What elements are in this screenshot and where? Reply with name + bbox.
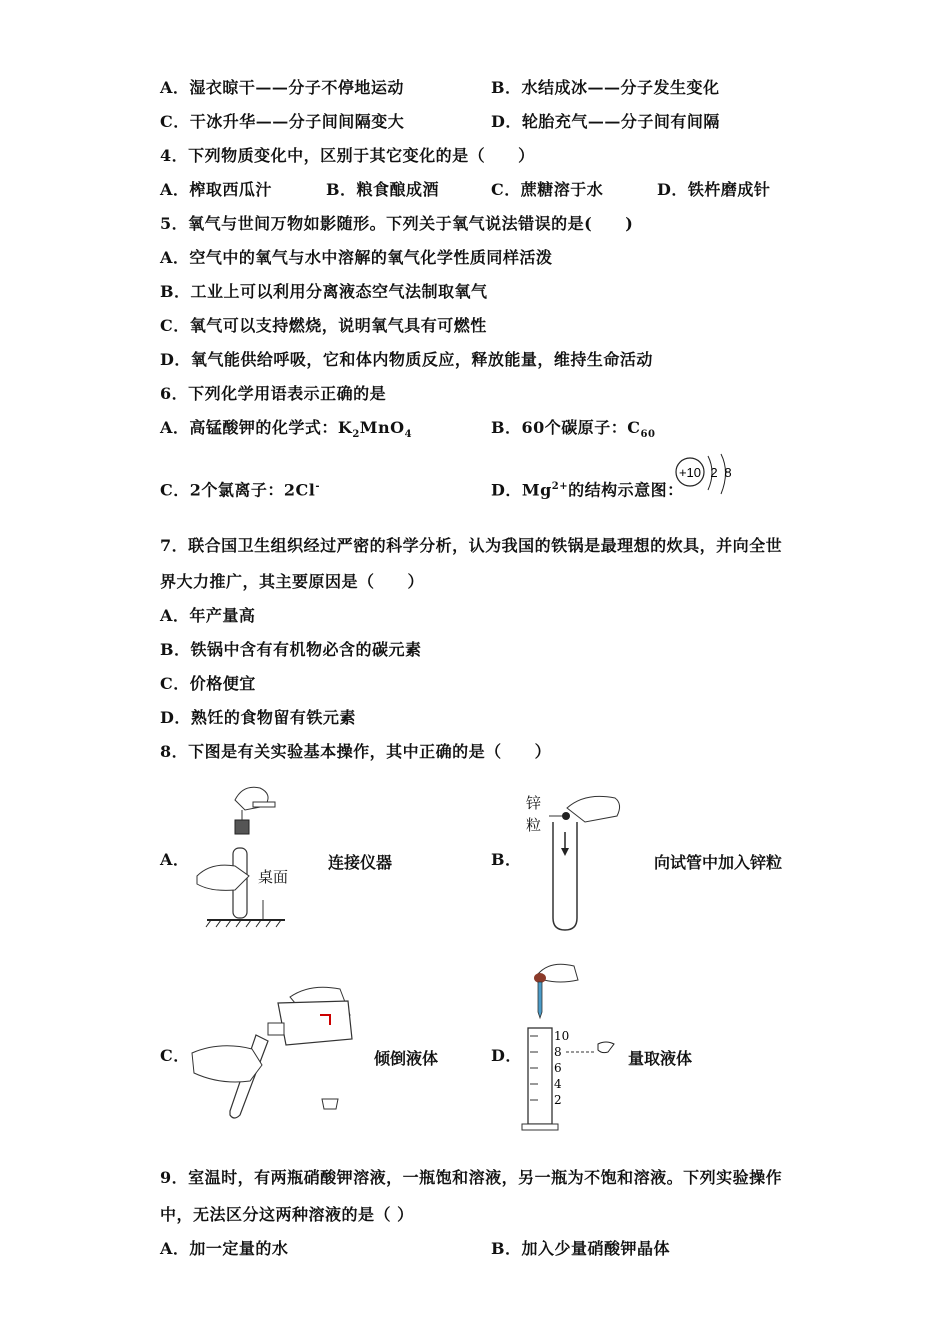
q6-a-text: A．高锰酸钾的化学式：K bbox=[160, 418, 353, 437]
desk-hatching bbox=[206, 920, 281, 927]
tick-label-10: 10 bbox=[554, 1029, 570, 1043]
q8-option-d-caption: 量取液体 bbox=[628, 1049, 693, 1068]
lower-hand-icon bbox=[192, 1046, 262, 1082]
shell1-electrons: 2 bbox=[710, 465, 718, 480]
tick-label-8: 8 bbox=[554, 1045, 562, 1059]
q7-option-c: C．价格便宜 bbox=[160, 674, 256, 693]
q5-option-b: B．工业上可以利用分离液态空气法制取氧气 bbox=[160, 282, 488, 301]
figure-measure-liquid bbox=[520, 960, 620, 1135]
q8-option-b-caption: 向试管中加入锌粒 bbox=[654, 853, 783, 872]
tick-label-2: 2 bbox=[554, 1093, 562, 1107]
q4-option-c: C．蔗糖溶于水 bbox=[491, 180, 604, 199]
q8-option-c-label: C． bbox=[160, 1046, 190, 1065]
bottle-mouth bbox=[268, 1023, 284, 1035]
tick-label-4: 4 bbox=[554, 1077, 562, 1091]
q6-b-text: B．60个碳原子：C bbox=[491, 418, 641, 437]
q8-option-c-caption: 倾倒液体 bbox=[374, 1049, 439, 1068]
glass-tube bbox=[253, 802, 275, 807]
q6-d-post: 的结构示意图： bbox=[568, 480, 684, 500]
desk-label: 桌面 bbox=[258, 868, 289, 886]
q5-option-c: C．氧气可以支持燃烧，说明氧气具有可燃性 bbox=[160, 316, 487, 335]
q8-option-d-label: D． bbox=[491, 1046, 522, 1065]
q6-d-sup: 2+ bbox=[551, 481, 569, 492]
dropper-bulb bbox=[534, 973, 546, 983]
q3-option-c: C．干冰升华——分子间间隔变大 bbox=[160, 112, 405, 131]
q5-option-d: D．氧气能供给呼吸，它和体内物质反应，释放能量，维持生命活动 bbox=[160, 350, 653, 369]
nucleus-charge: +10 bbox=[678, 465, 702, 480]
zinc-label-2: 粒 bbox=[526, 816, 542, 834]
graduated-cylinder bbox=[528, 1028, 552, 1124]
cylinder-base bbox=[522, 1124, 558, 1130]
q5-option-a: A．空气中的氧气与水中溶解的氧气化学性质同样活泼 bbox=[160, 248, 553, 267]
q8-stem: 8．下图是有关实验基本操作，其中正确的是（ ） bbox=[160, 742, 552, 761]
zinc-granule bbox=[562, 812, 570, 820]
zinc-label-1: 锌 bbox=[526, 794, 542, 812]
q4-stem: 4．下列物质变化中，区别于其它变化的是（ ） bbox=[160, 146, 535, 165]
q5-stem: 5．氧气与世间万物如影随形。下列关于氧气说法错误的是( ) bbox=[160, 214, 634, 233]
dropper-tube bbox=[538, 982, 542, 1018]
q6-option-d bbox=[491, 477, 684, 500]
q6-stem: 6．下列化学用语表示正确的是 bbox=[160, 384, 387, 403]
q6-c-sup: - bbox=[315, 481, 320, 492]
hand-icon bbox=[567, 796, 620, 822]
q3-option-a: A．湿衣晾干——分子不停地运动 bbox=[160, 78, 404, 97]
tick-label-6: 6 bbox=[554, 1061, 562, 1075]
q9-stem-line2: 中，无法区分这两种溶液的是（ ） bbox=[160, 1205, 414, 1224]
q7-stem-line2: 界大力推广，其主要原因是（ ） bbox=[160, 572, 425, 591]
stopper-upside-down bbox=[322, 1099, 338, 1109]
q8-option-a-label: A． bbox=[160, 850, 190, 869]
q7-option-b: B．铁锅中含有有机物必含的碳元素 bbox=[160, 640, 422, 659]
figure-pour-liquid bbox=[190, 975, 360, 1125]
q8-option-b-label: B． bbox=[491, 850, 522, 869]
q6-option-a bbox=[160, 418, 412, 445]
q3-option-b: B．水结成冰——分子发生变化 bbox=[491, 78, 720, 97]
q6-a-sub1: 2 bbox=[352, 429, 360, 441]
q6-option-c bbox=[160, 477, 320, 500]
q6-c-text: C．2个氯离子：2Cl bbox=[160, 480, 316, 500]
eye-icon bbox=[598, 1042, 614, 1053]
q4-option-b: B．粮食酿成酒 bbox=[326, 180, 440, 199]
q8-option-a-caption: 连接仪器 bbox=[328, 853, 393, 872]
figure-connect-apparatus bbox=[205, 780, 295, 930]
q4-option-d: D．铁杵磨成针 bbox=[657, 180, 771, 199]
figure-add-zinc bbox=[545, 790, 635, 935]
q6-a-mid: MnO bbox=[359, 418, 405, 437]
reagent-bottle bbox=[278, 1001, 352, 1045]
q3-option-d: D．轮胎充气——分子间有间隔 bbox=[491, 112, 720, 131]
q7-option-d: D．熟饪的食物留有铁元素 bbox=[160, 708, 356, 727]
q6-b-sub: 60 bbox=[640, 429, 656, 441]
q7-option-a: A．年产量高 bbox=[160, 606, 256, 625]
q9-option-a: A．加一定量的水 bbox=[160, 1239, 289, 1258]
shell2-electrons: 8 bbox=[724, 465, 732, 480]
q7-stem-line1: 7．联合国卫生组织经过严密的科学分析，认为我国的铁锅是最理想的炊具，并向全世 bbox=[160, 536, 783, 555]
q6-a-sub2: 4 bbox=[404, 429, 413, 441]
rubber-stopper bbox=[235, 820, 249, 834]
q4-option-a: A．榨取西瓜汁 bbox=[160, 180, 272, 199]
q6-d-text: D．Mg bbox=[491, 480, 552, 500]
q9-option-b: B．加入少量硝酸钾晶体 bbox=[491, 1239, 671, 1258]
q6-option-b bbox=[491, 418, 655, 445]
atom-structure-diagram bbox=[672, 452, 742, 504]
q9-stem-line1: 9．室温时，有两瓶硝酸钾溶液，一瓶饱和溶液，另一瓶为不饱和溶液。下列实验操作 bbox=[160, 1168, 783, 1187]
